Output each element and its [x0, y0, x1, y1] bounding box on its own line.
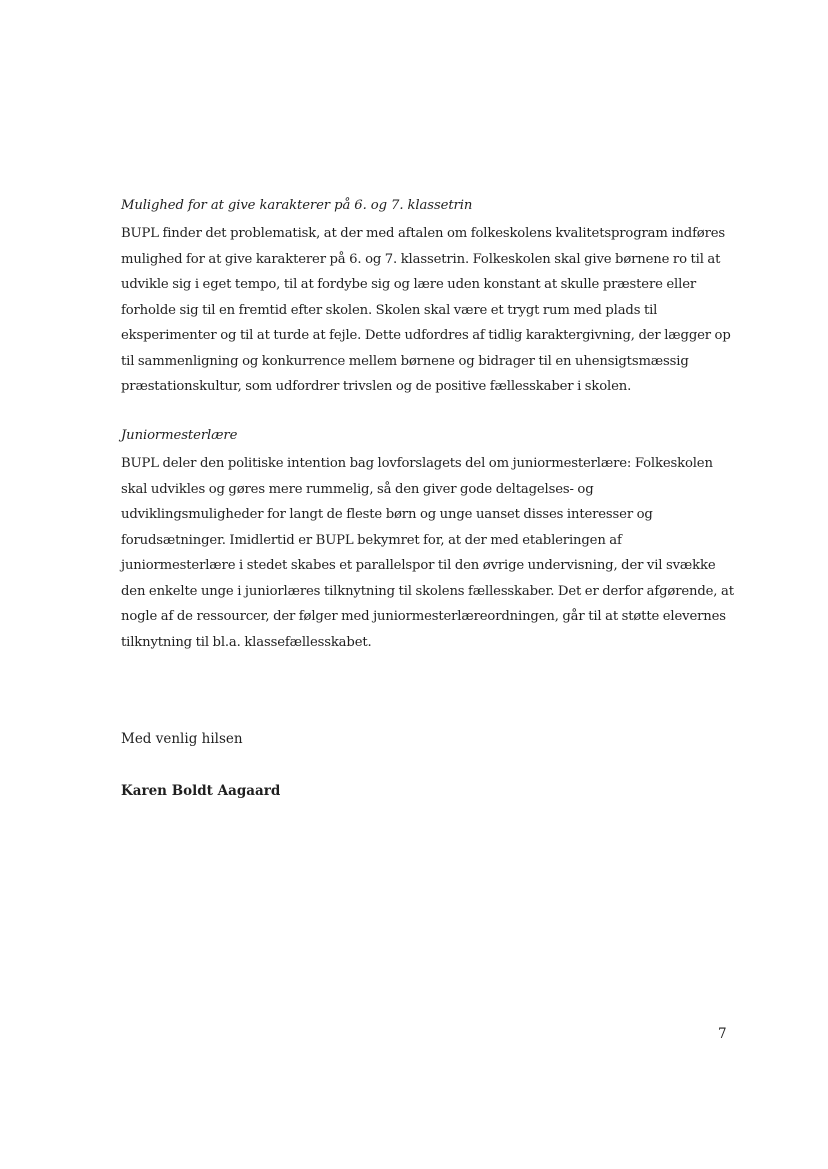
body-line: skal udvikles og gøres mere rummelig, så den giver gode deltagelses- og	[121, 481, 594, 497]
body-line: BUPL finder det problematisk, at der med aftalen om folkeskolens kvalitetsprogram indføres	[121, 226, 726, 241]
section-heading-grades: Mulighed for at give karakterer på 6. og 7. klassetrin	[121, 198, 473, 213]
section-body-junior-apprenticeship	[121, 451, 734, 655]
body-line: udvikle sig i eget tempo, til at fordybe sig og lære uden konstant at skulle præstere eller	[121, 277, 697, 292]
body-line: juniormesterlære i stedet skabes et parallelspor til den øvrige undervisning, der vil svække	[121, 558, 716, 573]
body-line: BUPL deler den politiske intention bag lovforslagets del om juniormesterlære: Folkeskolen	[121, 456, 713, 471]
body-line: mulighed for at give karakterer på 6. og 7. klassetrin. Folkeskolen skal give børnene ro til at	[121, 251, 721, 267]
body-line: den enkelte unge i juniorlæres tilknytning til skolens fællesskaber. Det er derfor afgørende, at	[121, 583, 734, 599]
body-line: nogle af de ressourcer, der følger med juniormesterlæreordningen, går til at støtte elevernes	[121, 609, 726, 624]
section-grades	[121, 196, 731, 400]
section-body-grades	[121, 221, 731, 400]
page-number: 7	[718, 1026, 727, 1042]
section-junior-apprenticeship	[121, 426, 734, 655]
body-line: præstationskultur, som udfordrer trivslen og de positive fællesskaber i skolen.	[121, 379, 632, 394]
section-heading-junior-apprenticeship: Juniormesterlære	[121, 428, 238, 443]
closing-salutation: Med venlig hilsen	[121, 731, 243, 747]
body-line: udviklingsmuligheder for langt de fleste børn og unge uanset disses interesser og	[121, 507, 653, 522]
body-line: tilknytning til bl.a. klassefællesskabet.	[121, 634, 372, 650]
body-line: forholde sig til en fremtid efter skolen. Skolen skal være et trygt rum med plads til	[121, 302, 658, 318]
body-line: eksperimenter og til at turde at fejle. Dette udfordres af tidlig karaktergivning, der lægger op	[121, 328, 731, 343]
signature-name: Karen Boldt Aagaard	[121, 783, 281, 799]
body-line: til sammenligning og konkurrence mellem børnene og bidrager til en uhensigtsmæssig	[121, 353, 689, 369]
body-line: forudsætninger. Imidlertid er BUPL bekymret for, at der med etableringen af	[121, 532, 622, 548]
